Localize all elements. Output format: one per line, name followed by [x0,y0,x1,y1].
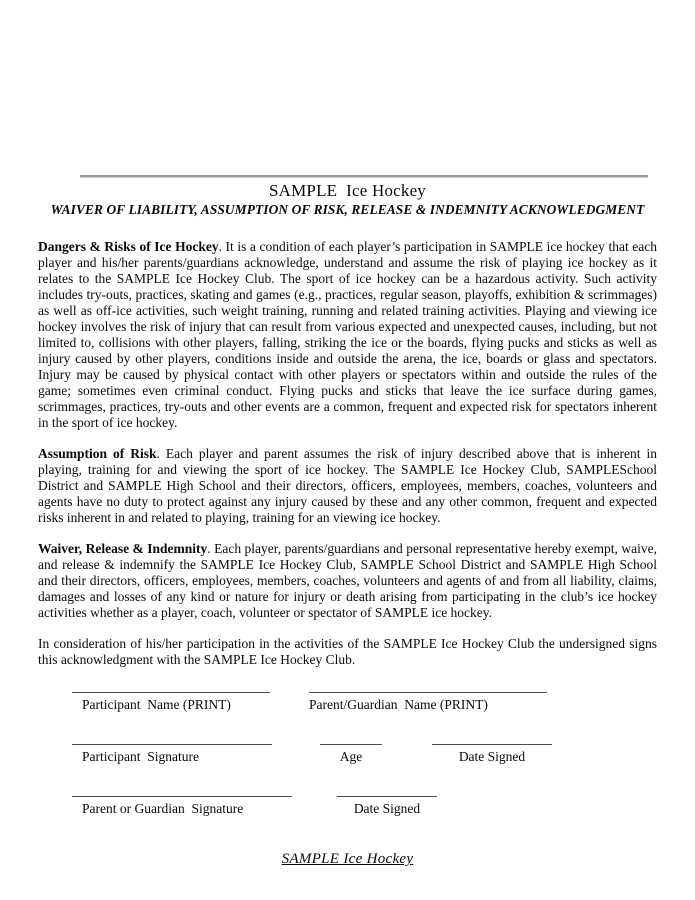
parent-signature-column [72,787,292,817]
parent-name-field[interactable] [309,683,547,693]
age-field[interactable] [320,735,382,745]
participant-signature-field[interactable] [72,735,272,745]
footer-title: SAMPLE Ice Hockey [281,851,414,867]
participant-signature-column [72,735,272,765]
header-divider [80,175,648,178]
paragraph-dangers-risks-heading: Dangers & Risks of Ice Hockey [38,239,219,254]
parent-signature-field[interactable] [72,787,292,797]
participant-signature-label: Participant Signature [82,749,199,764]
signature-row-participant [72,735,657,765]
paragraph-assumption-of-risk [38,446,657,526]
date-signed-label-1: Date Signed [458,749,526,764]
paragraph-dangers-risks-text: . It is a condition of each player’s participation in SAMPLE ice hockey that each player and his/her parents/guardians acknowledge, understand and assume the risk of playing ice hockey as it relates to the SAMPLE Ice Hockey Club. The sport of ice hockey can be a hazardous activity. Such activity includes try-outs, practices, skating and games (e.g., practices, regular season, playoffs, exhibition & scrimmages) as well as off-ice activities, such weight training, running and related training activities. Playing and viewing ice hockey involves the risk of injury that can result from various expected and unexpected causes, including, but not limited to, collisions with other players, falling, striking the ice or the boards, flying pucks and sticks as well as injury caused by other players, conditions inside and outside the arena, the ice, boards or glass and spectators. Injury may be caused by physical contact with other players or spectators within and outside the rules of the game; sometimes even criminal conduct. Flying pucks and sticks that leave the ice surface during games, scrimmages, practices, try-outs and other events are a common, frequent and expected risk for spectators inherent in the sport of ice hockey. [38,239,658,430]
age-label: Age [339,749,363,764]
paragraph-waiver-release-indemnity-text: . Each player, parents/guardians and personal representative hereby exempt, waive, and release & indemnify the SAMPLE Ice Hockey Club, SAMPLE School District and SAMPLE High School and their directors, officers, employees, members, coaches, volunteers and agents of and from all liability, claims, damages and losses of any kind or nature for injury or death arising from participating in the club’s ice hockey activities whether as a player, coach, volunteer or spectator of SAMPLE ice hockey. [38,541,657,620]
paragraph-waiver-release-indemnity [38,541,657,621]
parent-name-column [309,683,547,713]
date-signed-field-1[interactable] [432,735,552,745]
date-signed-field-2[interactable] [337,787,437,797]
participant-name-field[interactable] [72,683,270,693]
signature-row-names [72,683,657,713]
paragraph-dangers-risks [38,239,657,431]
paragraph-assumption-of-risk-text: . Each player and parent assumes the risk of injury described above that is inherent in playing, training for and viewing the sport of ice hockey. The SAMPLE Ice Hockey Club, SAMPLESchool District and SAMPLE High School and their directors, officers, employees, members, coaches, volunteers and agents have no duty to protect against any injury caused by these and any other common, frequent and expected risks inherent in and related to playing, training for an viewing ice hockey. [38,446,657,525]
participant-name-label: Participant Name (PRINT) [82,697,231,712]
paragraph-consideration-text: In consideration of his/her participation in the activities of the SAMPLE Ice Hockey Club the undersigned signs this acknowledgment with the SAMPLE Ice Hockey Club. [38,636,657,667]
paragraph-consideration [38,636,657,668]
date-signed-label-2: Date Signed [353,801,421,816]
participant-name-column [72,683,270,713]
signature-section [72,683,657,817]
parent-signature-label: Parent or Guardian Signature [82,801,244,816]
date-signed-column-1 [432,735,552,765]
document-subtitle: WAIVER OF LIABILITY, ASSUMPTION OF RISK, RELEASE & INDEMNITY ACKNOWLEDGMENT [50,202,645,217]
age-column [320,735,382,765]
paragraph-waiver-release-indemnity-heading: Waiver, Release & Indemnity [38,541,208,556]
paragraph-assumption-of-risk-heading: Assumption of Risk [38,446,157,461]
date-signed-column-2 [337,787,437,817]
document-title: SAMPLE Ice Hockey [268,181,427,200]
signature-row-parent [72,787,657,817]
parent-name-label: Parent/Guardian Name (PRINT) [309,697,488,712]
